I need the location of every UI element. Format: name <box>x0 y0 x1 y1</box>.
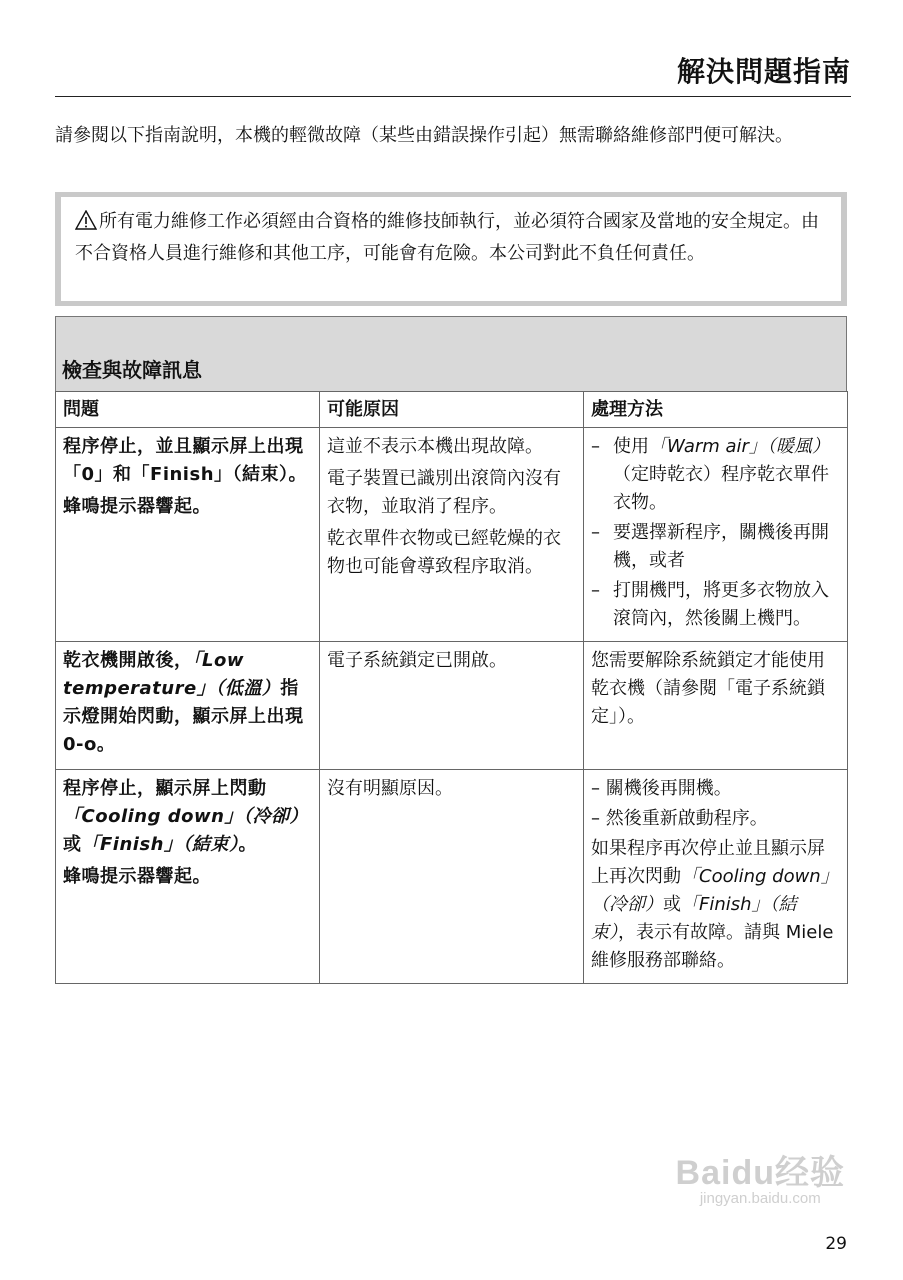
table-row <box>56 428 848 642</box>
cause-text: 這並不表示本機出現故障。 <box>327 436 543 457</box>
problem-text: 程序停止，顯示屏上閃動「Cooling down」（冷卻）或「Finish」（結束）。 <box>63 778 308 855</box>
remedy-item: – 使用「Warm air」（暖風）（定時乾衣）程序乾衣單件衣物。 <box>591 436 830 513</box>
page-number: 29 <box>825 1234 847 1254</box>
watermark <box>676 1145 845 1207</box>
problem-note: 蜂鳴提示器響起。 <box>63 866 211 887</box>
remedy-cell <box>584 642 848 770</box>
watermark-url: jingyan.baidu.com <box>699 1190 821 1207</box>
intro-paragraph: 請參閱以下指南說明，本機的輕微故障（某些由錯誤操作引起）無需聯絡維修部門便可解決。 <box>55 125 793 146</box>
table-row <box>56 642 848 770</box>
remedy-item: – 打開機門，將更多衣物放入滾筒內，然後關上機門。 <box>591 577 839 633</box>
remedy-item: – 然後重新啟動程序。 <box>591 808 768 829</box>
column-header-problem: 問題 <box>56 392 320 428</box>
remedy-text: 如果程序再次停止並且顯示屏上再次閃動「Cooling down」（冷卻）或「Finish」（結束），表示有故障。請與 Miele 維修服務部聯絡。 <box>591 838 839 971</box>
remedy-item: – 要選擇新程序，關機後再開機，或者 <box>591 519 839 575</box>
table-row <box>56 770 848 984</box>
cause-cell <box>320 428 584 642</box>
remedy-text: 要選擇新程序，關機後再開機，或者 <box>613 522 829 571</box>
display-message: 「Finish」（結束） <box>81 834 239 855</box>
problem-text: 乾衣機開啟後，「Low temperature」（低溫）指示燈開始閃動，顯示屏上出現 0-o。 <box>63 650 304 755</box>
indicator-name: 「Low temperature」（低溫） <box>63 650 281 699</box>
table-header-row <box>56 392 848 428</box>
problem-cell <box>56 642 320 770</box>
problem-note: 蜂鳴提示器響起。 <box>63 496 211 517</box>
remedy-text: （定時乾衣）程序乾衣單件衣物。 <box>613 464 829 513</box>
problem-cell <box>56 428 320 642</box>
cause-text: 電子裝置已識別出滾筒內沒有衣物，並取消了程序。 <box>327 468 561 517</box>
section-title: 檢查與故障訊息 <box>62 358 202 382</box>
remedy-text: 打開機門，將更多衣物放入滾筒內，然後關上機門。 <box>613 580 829 629</box>
watermark-brand: Baidu经验 <box>675 1154 845 1192</box>
page-title: 解決問題指南 <box>676 55 851 88</box>
cause-cell <box>320 770 584 984</box>
cause-text: 沒有明顯原因。 <box>327 778 453 799</box>
problem-cell <box>56 770 320 984</box>
cause-text: 乾衣單件衣物或已經乾燥的衣物也可能會導致程序取消。 <box>327 528 561 577</box>
display-message: 「Finish」（結束） <box>591 894 797 943</box>
display-message: 「Cooling down」（冷卻） <box>63 806 308 827</box>
problem-text: 程序停止，並且顯示屏上出現「0」和「Finish」（結束）。 <box>63 436 308 485</box>
remedy-text: 使用 <box>613 436 649 457</box>
section-header <box>55 316 847 392</box>
remedy-cell <box>584 428 848 642</box>
remedy-cell <box>584 770 848 984</box>
remedy-item: – 關機後再開機。 <box>591 778 732 799</box>
program-name: 「Warm air」（暖風） <box>649 436 830 457</box>
display-message: 「Cooling down」（冷卻） <box>591 866 839 915</box>
warning-text: 所有電力維修工作必須經由合資格的維修技師執行，並必須符合國家及當地的安全規定。由不合資格人員進行維修和其他工序，可能會有危險。本公司對此不負任何責任。 <box>75 211 819 264</box>
warning-content <box>61 197 841 301</box>
warning-triangle-icon <box>75 210 97 239</box>
remedy-text: 您需要解除系統鎖定才能使用乾衣機（請參閱「電子系統鎖定」）。 <box>591 650 825 727</box>
title-divider <box>55 96 851 97</box>
cause-cell <box>320 642 584 770</box>
troubleshooting-table <box>55 391 848 984</box>
column-header-remedy: 處理方法 <box>584 392 848 428</box>
cause-text: 電子系統鎖定已開啟。 <box>327 650 507 671</box>
column-header-cause: 可能原因 <box>320 392 584 428</box>
warning-box <box>55 192 847 306</box>
